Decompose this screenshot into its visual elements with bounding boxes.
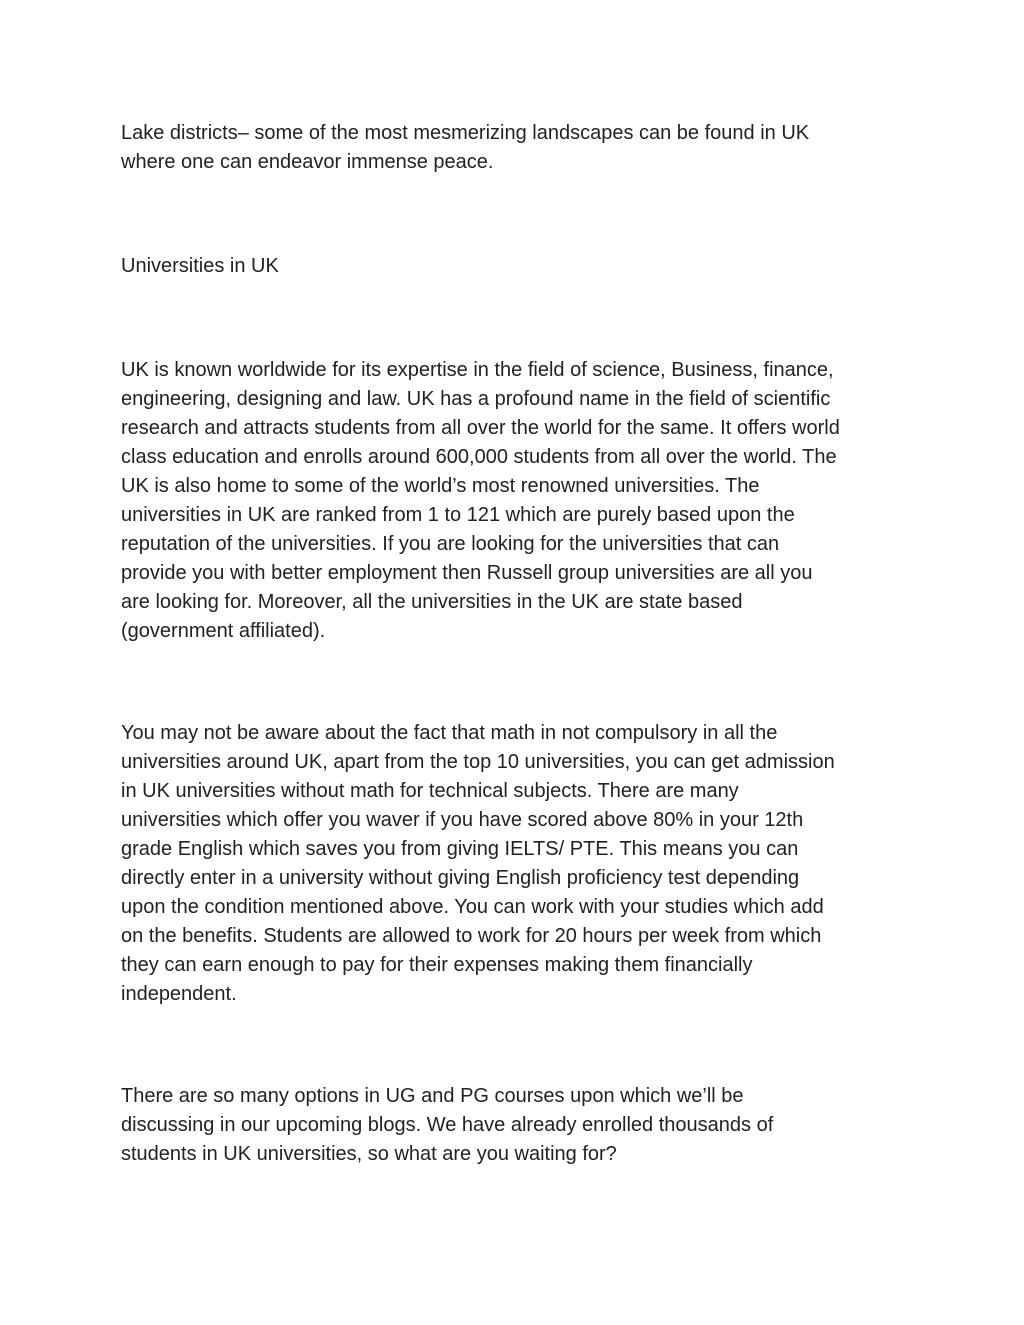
paragraph-lake-districts: [121, 119, 911, 177]
text-line: There are so many options in UG and PG courses upon which we’ll be: [121, 1085, 744, 1107]
text-line: provide you with better employment then Russell group universities are all you: [121, 562, 813, 584]
text-line: research and attracts students from all over the world for the same. It offers world: [121, 417, 840, 439]
paragraph-math-not-compulsory: [121, 719, 911, 1009]
text-line: students in UK universities, so what are you waiting for?: [121, 1143, 617, 1165]
text-line: Lake districts– some of the most mesmerizing landscapes can be found in UK: [121, 122, 810, 144]
text-line: discussing in our upcoming blogs. We have already enrolled thousands of: [121, 1114, 774, 1136]
text-line: universities around UK, apart from the top 10 universities, you can get admission: [121, 751, 835, 773]
section-heading-universities: [121, 252, 911, 281]
text-line: upon the condition mentioned above. You can work with your studies which add: [121, 896, 824, 918]
text-line: Universities in UK: [121, 255, 279, 277]
text-line: directly enter in a university without giving English proficiency test depending: [121, 867, 800, 889]
paragraph-ug-pg-options: [121, 1082, 911, 1169]
text-line: You may not be aware about the fact that math in not compulsory in all the: [121, 722, 778, 744]
text-line: UK is known worldwide for its expertise in the field of science, Business, finance,: [121, 359, 834, 381]
text-line: reputation of the universities. If you are looking for the universities that can: [121, 533, 780, 555]
text-line: grade English which saves you from giving IELTS/ PTE. This means you can: [121, 838, 799, 860]
text-line: in UK universities without math for technical subjects. There are many: [121, 780, 739, 802]
text-line: are looking for. Moreover, all the universities in the UK are state based: [121, 591, 743, 613]
paragraph-uk-expertise: [121, 356, 911, 646]
text-line: engineering, designing and law. UK has a profound name in the field of scientific: [121, 388, 831, 410]
text-line: independent.: [121, 983, 237, 1005]
text-line: where one can endeavor immense peace.: [121, 151, 494, 173]
text-line: class education and enrolls around 600,000 students from all over the world. The: [121, 446, 837, 468]
text-line: they can earn enough to pay for their expenses making them financially: [121, 954, 753, 976]
text-line: on the benefits. Students are allowed to work for 20 hours per week from which: [121, 925, 822, 947]
text-line: (government affiliated).: [121, 620, 326, 642]
text-line: UK is also home to some of the world’s most renowned universities. The: [121, 475, 760, 497]
text-line: universities which offer you waver if you have scored above 80% in your 12th: [121, 809, 804, 831]
text-line: universities in UK are ranked from 1 to 121 which are purely based upon the: [121, 504, 795, 526]
